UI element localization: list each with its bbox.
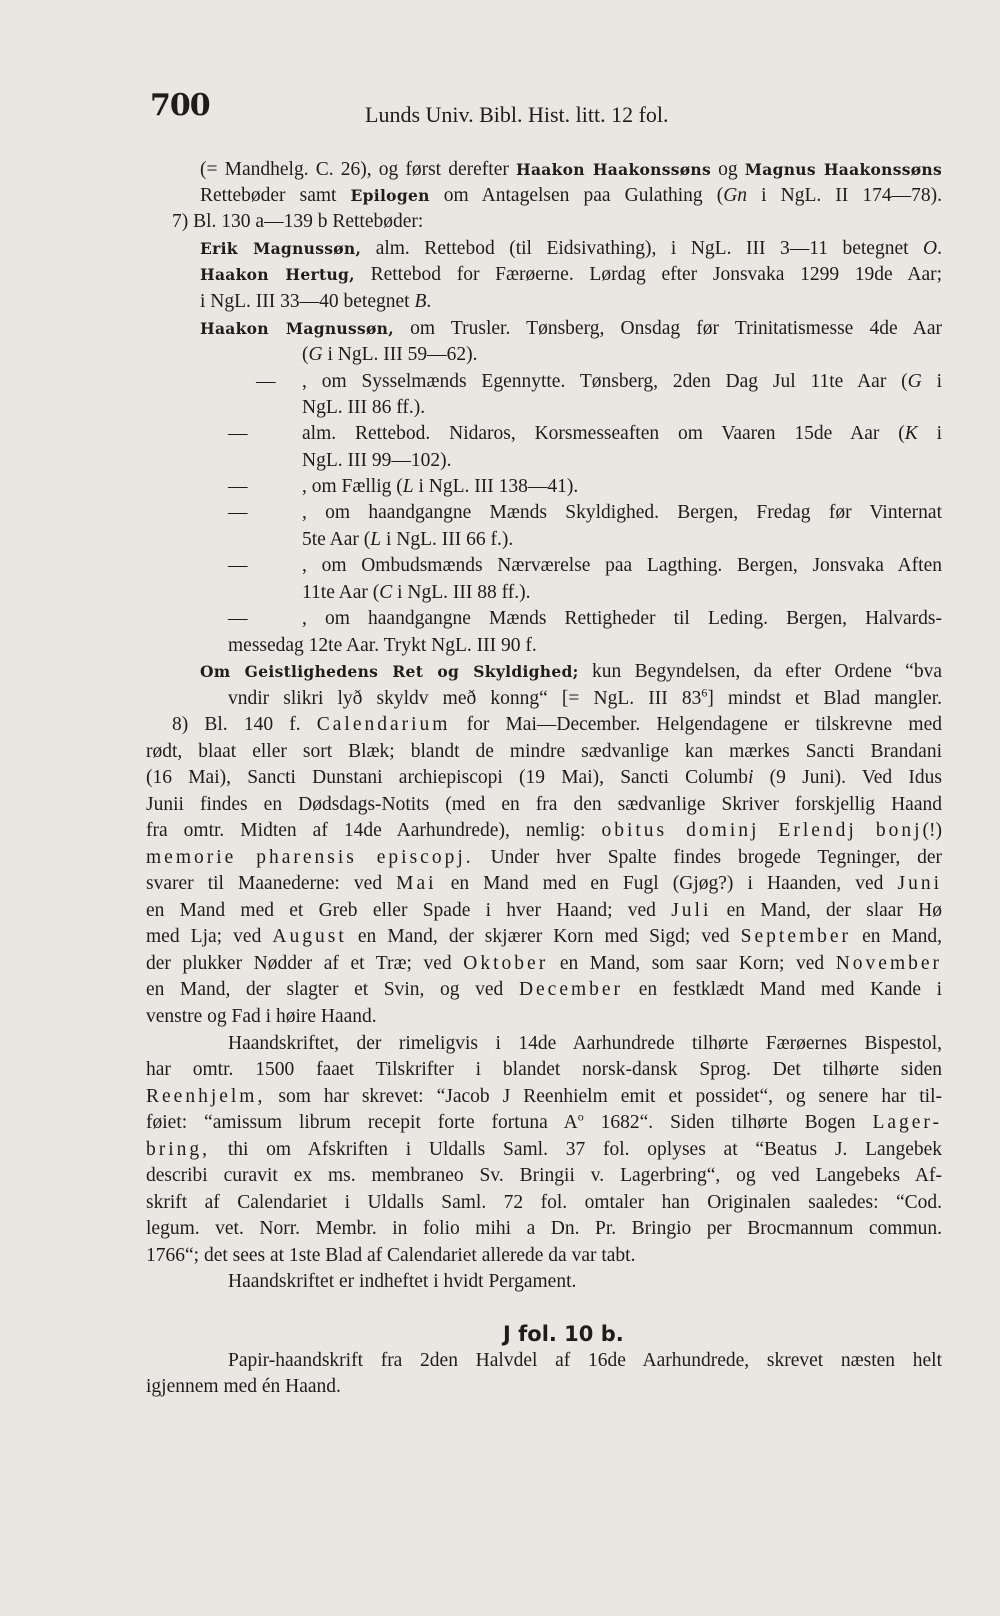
- text-line: NgL. III 86 ff.).: [302, 397, 426, 418]
- text-line: igjennem med én Haand.: [146, 1376, 341, 1397]
- text-line: har omtr. 1500 faaet Tilskrifter i blandet norsk-dansk Sprog. Det tilhørte siden: [146, 1059, 942, 1080]
- dash: —: [228, 555, 248, 576]
- text-line: NgL. III 99—102).: [302, 450, 452, 471]
- text-line: (16 Mai), Sancti Dunstani archiepiscopi (19 Mai), Sancti Columbi (9 Juni). Ved Idus: [146, 767, 942, 788]
- bold-name: Epilogen: [350, 186, 430, 205]
- bold-name: Magnus Haakonssøns: [744, 160, 943, 179]
- text-line: føiet: “amissum librum recepit forte fortuna $A^o$ 1682“. Siden tilhørte Bogen Lager-: [146, 1109, 943, 1133]
- bold-heading: Om Geistlighedens Ret og Skyldighed;: [200, 662, 579, 681]
- bold-name: Haakon Haakonssøns: [516, 160, 711, 179]
- text-line: alm. Rettebod. Nidaros, Korsmesseaften om Vaaren 15de Aar (K i: [302, 423, 942, 444]
- text-line: skrift af Calendariet i Uldalls Saml. 72 fol. omtaler han Originalen saaledes: “Cod.: [146, 1192, 942, 1213]
- text-line: (= Mandhelg. C. 26), og først derefter Haakon Haakonssøns og Magnus Haakonssøns: [200, 159, 943, 180]
- section-heading: J fol. 10 b.: [503, 1322, 624, 1346]
- text-line: 7) Bl. 130 a—139 b Rettebøder:: [172, 211, 424, 232]
- text-line: Junii findes en Dødsdags-Notits (med en fra den sædvanlige Skriver forskjellig Haand: [146, 794, 942, 815]
- text-line: , om haandgangne Mænds Rettigheder til Leding. Bergen, Halvards-: [302, 608, 942, 629]
- spaced-text: memorie pharensis episcopj.: [146, 847, 474, 868]
- text-line: bring, thi om Afskriften i Uldalls Saml. 37 fol. oplyses at “Beatus J. Langebek: [146, 1139, 942, 1160]
- bold-name: Haakon Magnussøn,: [200, 319, 394, 338]
- text-line: describi curavit ex ms. membraneo Sv. Bringii v. Lagerbring“, og ved Langebeks Af-: [146, 1165, 942, 1186]
- text-line: Erik Magnussøn, alm. Rettebod (til Eidsivathing), i NgL. III 3—11 betegnet O.: [200, 238, 942, 259]
- text-line: , om Fællig (L i NgL. III 138—41).: [302, 476, 579, 497]
- text-line: Haakon Hertug, Rettebod for Færøerne. Lørdag efter Jonsvaka 1299 19de Aar;: [200, 264, 943, 285]
- text-line: der plukker Nødder af et Træ; ved Oktober en Mand, som saar Korn; ved November: [146, 953, 943, 974]
- text-line: Haakon Magnussøn, om Trusler. Tønsberg, Onsdag før Trinitatismesse 4de Aar: [200, 318, 943, 339]
- text-line: en Mand, der slagter et Svin, og ved December en festklædt Mand med Kande i: [146, 979, 943, 1000]
- dash: —: [228, 502, 248, 523]
- text-line: 11te Aar (C i NgL. III 88 ff.).: [302, 582, 531, 603]
- text-line: Haandskriftet er indheftet i hvidt Pergament.: [228, 1271, 577, 1292]
- page-number: 700: [150, 88, 210, 123]
- spaced-text: Calendarium: [316, 714, 451, 735]
- text-line: venstre og Fad i høire Haand.: [146, 1006, 377, 1027]
- spaced-text: obitus dominj Erlendj bonj: [601, 820, 923, 841]
- text-line: 5te Aar (L i NgL. III 66 f.).: [302, 529, 514, 550]
- text-line: Rettebøder samt Epilogen om Antagelsen paa Gulathing (Gn i NgL. II 174—78).: [200, 185, 942, 206]
- text-line: svarer til Maanederne: ved Mai en Mand med en Fugl (Gjøg?) i Haanden, ved Juni: [146, 873, 943, 894]
- text-line: messedag 12te Aar. Trykt NgL. III 90 f.: [228, 635, 537, 656]
- text-line: (G i NgL. III 59—62).: [302, 344, 478, 365]
- text-line: , om Sysselmænds Egennytte. Tønsberg, 2den Dag Jul 11te Aar (G i: [302, 371, 942, 392]
- text-line: 1766“; det sees at 1ste Blad af Calendariet allerede da var tabt.: [146, 1245, 636, 1266]
- text-line: Om Geistlighedens Ret og Skyldighed; kun Begyndelsen, da efter Ordene “bva: [200, 661, 942, 682]
- bold-name: Erik Magnussøn,: [200, 239, 362, 258]
- text-line: Papir-haandskrift fra 2den Halvdel af 16de Aarhundrede, skrevet næsten helt: [228, 1350, 942, 1371]
- text-line: fra omtr. Midten af 14de Aarhundrede), nemlig: obitus dominj Erlendj bonj(!): [146, 820, 943, 841]
- text-line: , om Ombudsmænds Nærværelse paa Lagthing. Bergen, Jonsvaka Aften: [302, 555, 942, 576]
- running-title: Lunds Univ. Bibl. Hist. litt. 12 fol.: [365, 102, 669, 127]
- bold-name: Haakon Hertug,: [200, 265, 355, 284]
- dash: —: [228, 476, 248, 497]
- text-line: i NgL. III 33—40 betegnet B.: [200, 291, 432, 312]
- text-line: Reenhjelm, som har skrevet: “Jacob J Reenhielm emit et possidet“, og senere har til-: [146, 1086, 943, 1107]
- dash: —: [256, 371, 276, 392]
- text-line: Haandskriftet, der rimeligvis i 14de Aarhundrede tilhørte Færøernes Bispestol,: [228, 1033, 942, 1054]
- text-line: en Mand med et Greb eller Spade i hver Haand; ved Juli en Mand, der slaar Hø: [146, 900, 943, 921]
- text-line: , om haandgangne Mænds Skyldighed. Bergen, Fredag før Vinternat: [302, 502, 942, 523]
- text-line: vndir slikri lyð skyldv með konng“ [= NgL. III $83^6$] mindst et Blad mangler.: [228, 685, 942, 709]
- text-line: legum. vet. Norr. Membr. in folio mihi a Dn. Pr. Bringio per Brocmannum commun.: [146, 1218, 942, 1239]
- text-line: 8) Bl. 140 f. Calendarium for Mai—December. Helgendagene er tilskrevne med: [172, 714, 942, 735]
- text-line: rødt, blaat eller sort Blæk; blandt de mindre sædvanlige kan mærkes Sancti Brandani: [146, 741, 942, 762]
- text-line: med Lja; ved August en Mand, der skjærer Korn med Sigd; ved September en Mand,: [146, 926, 943, 947]
- text-line: memorie pharensis episcopj. Under hver Spalte findes brogede Tegninger, der: [146, 847, 943, 868]
- dash: —: [228, 608, 248, 629]
- dash: —: [228, 423, 248, 444]
